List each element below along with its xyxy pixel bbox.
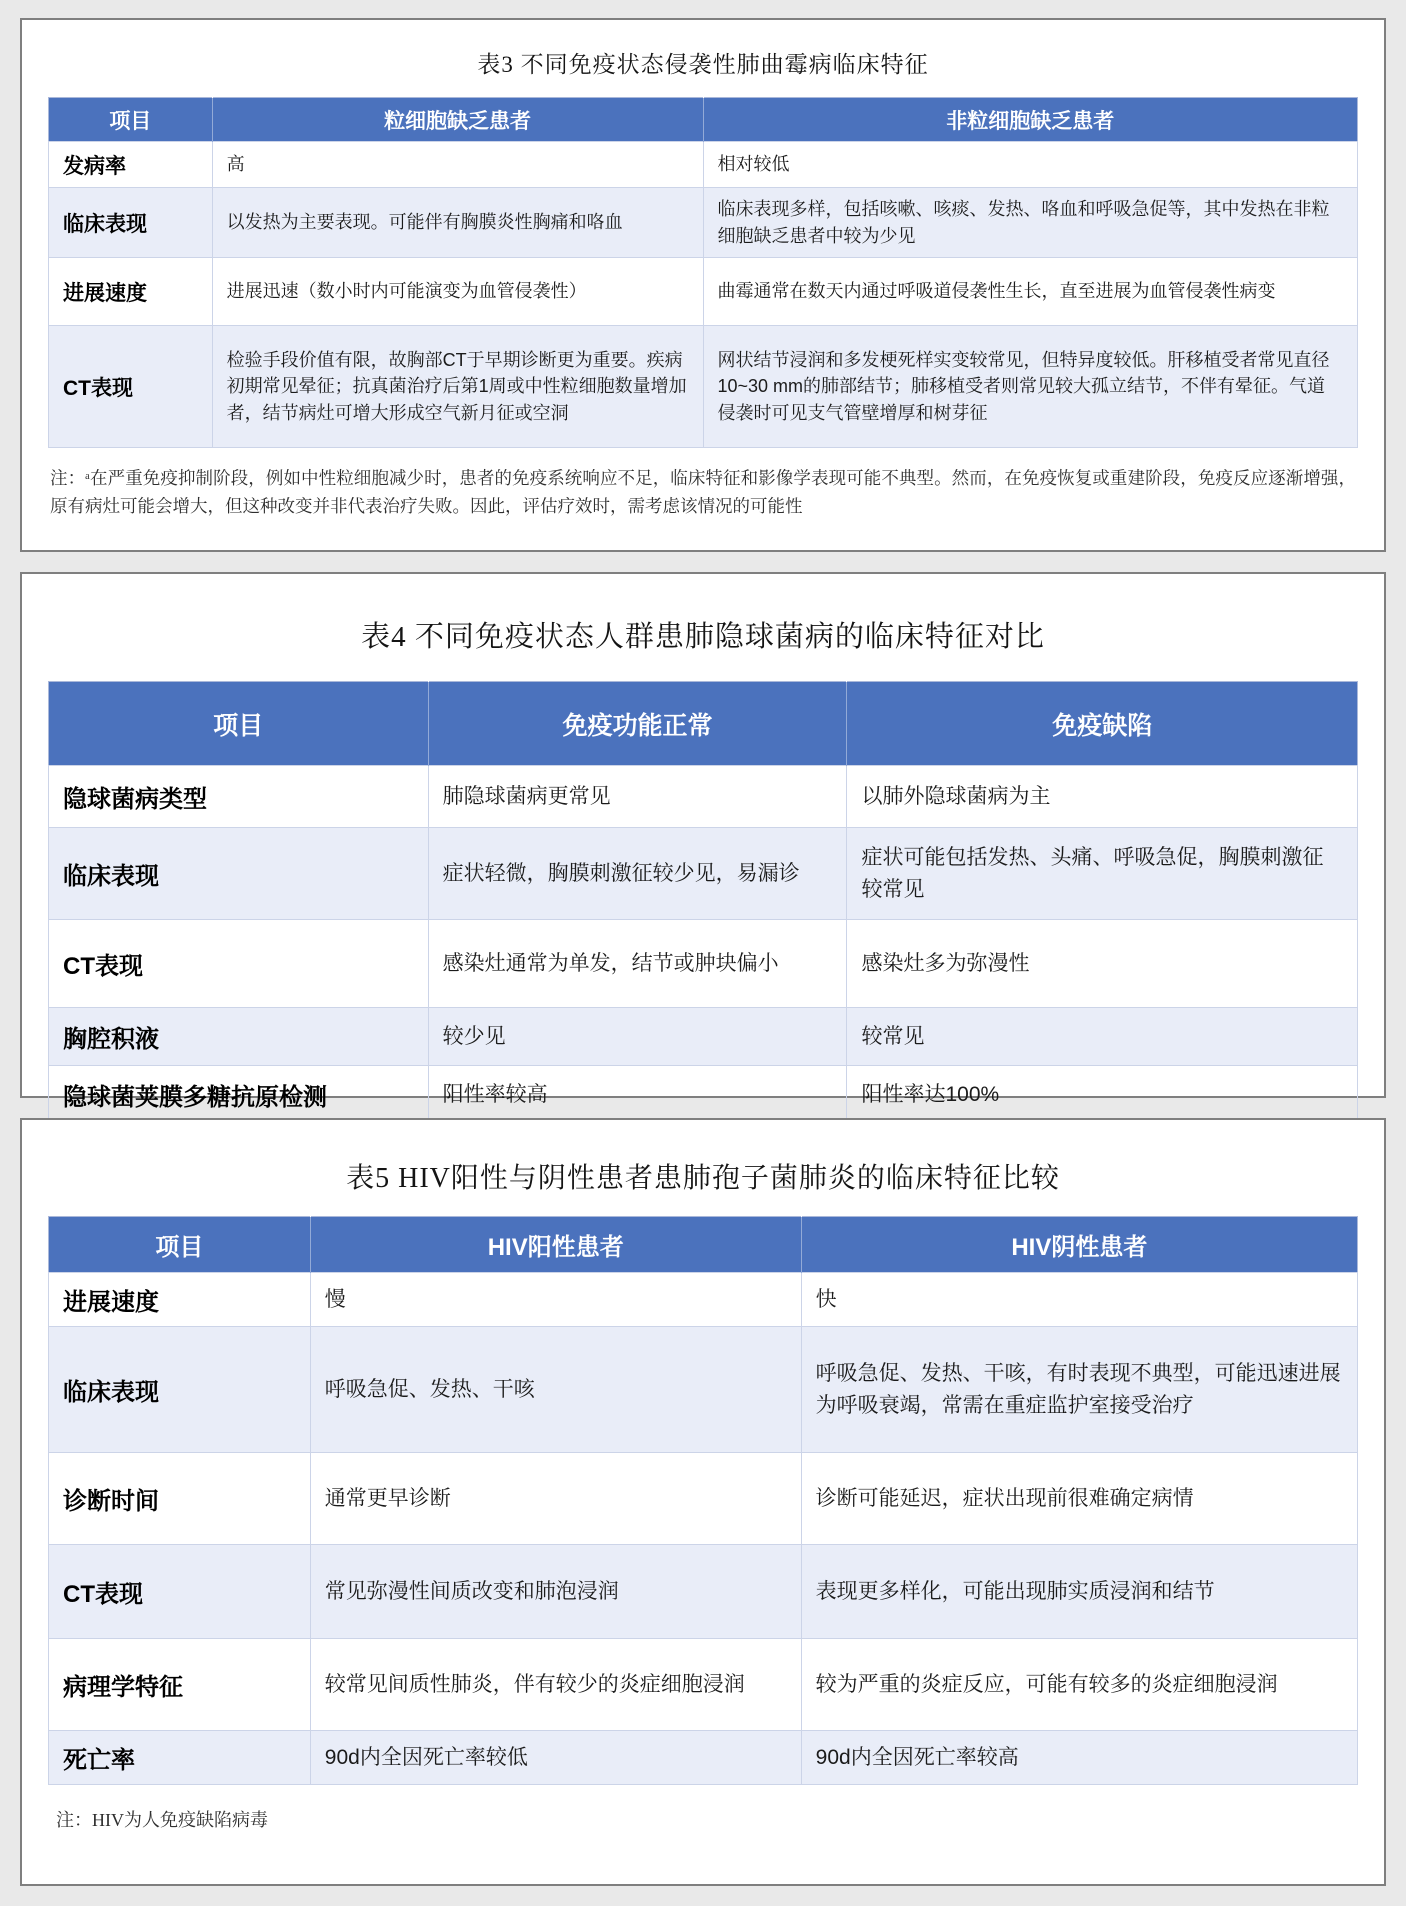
column-header: 粒细胞缺乏患者	[212, 98, 703, 142]
panel-table5	[20, 1118, 1386, 1886]
row-label: 隐球菌病类型	[49, 766, 429, 828]
row-label: CT表现	[49, 1545, 311, 1639]
column-header: 项目	[49, 682, 429, 766]
column-header: 项目	[49, 1217, 311, 1273]
row-label: CT表现	[49, 326, 213, 448]
table-row	[49, 828, 1358, 920]
table-row	[49, 920, 1358, 1008]
table-row	[49, 1453, 1358, 1545]
row-label: 胸腔积液	[49, 1008, 429, 1066]
cell: 较常见间质性肺炎，伴有较少的炎症细胞浸润	[310, 1639, 801, 1731]
cell: 临床表现多样，包括咳嗽、咳痰、发热、咯血和呼吸急促等，其中发热在非粒细胞缺乏患者中较为少见	[703, 188, 1358, 258]
cell: 相对较低	[703, 142, 1358, 188]
row-label: 诊断时间	[49, 1453, 311, 1545]
cell: 症状轻微，胸膜刺激征较少见，易漏诊	[428, 828, 847, 920]
table5-header	[49, 1217, 1358, 1273]
cell: 常见弥漫性间质改变和肺泡浸润	[310, 1545, 801, 1639]
row-label: 临床表现	[49, 188, 213, 258]
column-header: HIV阴性患者	[801, 1217, 1357, 1273]
table3-footnote: 注：ᵃ在严重免疫抑制阶段，例如中性粒细胞减少时，患者的免疫系统响应不足，临床特征和影像学表现可能不典型。然而，在免疫恢复或重建阶段，免疫反应逐渐增强，原有病灶可能会增大，但这种改变并非代表治疗失败。因此，评估疗效时，需考虑该情况的可能性	[50, 468, 1356, 516]
table-row	[49, 188, 1358, 258]
cell: 90d内全因死亡率较低	[310, 1731, 801, 1785]
table3	[48, 97, 1358, 448]
row-label: 病理学特征	[49, 1639, 311, 1731]
cell: 曲霉通常在数天内通过呼吸道侵袭性生长，直至进展为血管侵袭性病变	[703, 258, 1358, 326]
cell: 以肺外隐球菌病为主	[847, 766, 1358, 828]
table-row	[49, 258, 1358, 326]
cell: 快	[801, 1273, 1357, 1327]
cell: 慢	[310, 1273, 801, 1327]
column-header: 免疫功能正常	[428, 682, 847, 766]
column-header: HIV阳性患者	[310, 1217, 801, 1273]
cell: 呼吸急促、发热、干咳	[310, 1327, 801, 1453]
column-header: 免疫缺陷	[847, 682, 1358, 766]
header-row	[49, 98, 1358, 142]
table4-header	[49, 682, 1358, 766]
table-row	[49, 326, 1358, 448]
table-row	[49, 142, 1358, 188]
cell: 呼吸急促、发热、干咳，有时表现不典型，可能迅速进展为呼吸衰竭，常需在重症监护室接受治疗	[801, 1327, 1357, 1453]
cell: 表现更多样化，可能出现肺实质浸润和结节	[801, 1545, 1357, 1639]
header-row	[49, 682, 1358, 766]
row-label: 发病率	[49, 142, 213, 188]
table3-header	[49, 98, 1358, 142]
row-label: CT表现	[49, 920, 429, 1008]
cell: 检验手段价值有限，故胸部CT于早期诊断更为重要。疾病初期常见晕征；抗真菌治疗后第1周或中性粒细胞数量增加者，结节病灶可增大形成空气新月征或空洞	[212, 326, 703, 448]
panel-table3	[20, 18, 1386, 552]
table-row	[49, 1273, 1358, 1327]
cell: 90d内全因死亡率较高	[801, 1731, 1357, 1785]
row-label: 进展速度	[49, 1273, 311, 1327]
table4-title: 表4 不同免疫状态人群患肺隐球菌病的临床特征对比	[361, 621, 1045, 653]
cell: 网状结节浸润和多发梗死样实变较常见，但特异度较低。肝移植受者常见直径10~30 mm的肺部结节；肺移植受者则常见较大孤立结节，不伴有晕征。气道侵袭时可见支气管壁增厚和树芽征	[703, 326, 1358, 448]
table-row	[49, 1545, 1358, 1639]
cell: 较常见	[847, 1008, 1358, 1066]
table-row	[49, 1066, 1358, 1124]
cell: 症状可能包括发热、头痛、呼吸急促，胸膜刺激征较常见	[847, 828, 1358, 920]
column-header: 非粒细胞缺乏患者	[703, 98, 1358, 142]
table-row	[49, 1639, 1358, 1731]
cell: 较为严重的炎症反应，可能有较多的炎症细胞浸润	[801, 1639, 1357, 1731]
cell: 通常更早诊断	[310, 1453, 801, 1545]
row-label: 进展速度	[49, 258, 213, 326]
cell: 肺隐球菌病更常见	[428, 766, 847, 828]
row-label: 隐球菌荚膜多糖抗原检测	[49, 1066, 429, 1124]
table-row	[49, 1327, 1358, 1453]
table4	[48, 681, 1358, 1124]
table-row	[49, 1008, 1358, 1066]
cell: 较少见	[428, 1008, 847, 1066]
cell: 诊断可能延迟，症状出现前很难确定病情	[801, 1453, 1357, 1545]
cell: 阳性率较高	[428, 1066, 847, 1124]
table-row	[49, 1731, 1358, 1785]
table5-title: 表5 HIV阳性与阴性患者患肺孢子菌肺炎的临床特征比较	[346, 1163, 1060, 1194]
table3-title: 表3 不同免疫状态侵袭性肺曲霉病临床特征	[477, 52, 929, 77]
cell: 进展迅速（数小时内可能演变为血管侵袭性）	[212, 258, 703, 326]
header-row	[49, 1217, 1358, 1273]
cell: 高	[212, 142, 703, 188]
cell: 以发热为主要表现。可能伴有胸膜炎性胸痛和咯血	[212, 188, 703, 258]
table5-footnote: 注：HIV为人免疫缺陷病毒	[56, 1810, 268, 1830]
cell: 感染灶多为弥漫性	[847, 920, 1358, 1008]
row-label: 死亡率	[49, 1731, 311, 1785]
table5	[48, 1216, 1358, 1785]
row-label: 临床表现	[49, 828, 429, 920]
row-label: 临床表现	[49, 1327, 311, 1453]
cell: 感染灶通常为单发，结节或肿块偏小	[428, 920, 847, 1008]
panel-table4	[20, 572, 1386, 1111]
table-row	[49, 766, 1358, 828]
column-header: 项目	[49, 98, 213, 142]
cell: 阳性率达100%	[847, 1066, 1358, 1124]
